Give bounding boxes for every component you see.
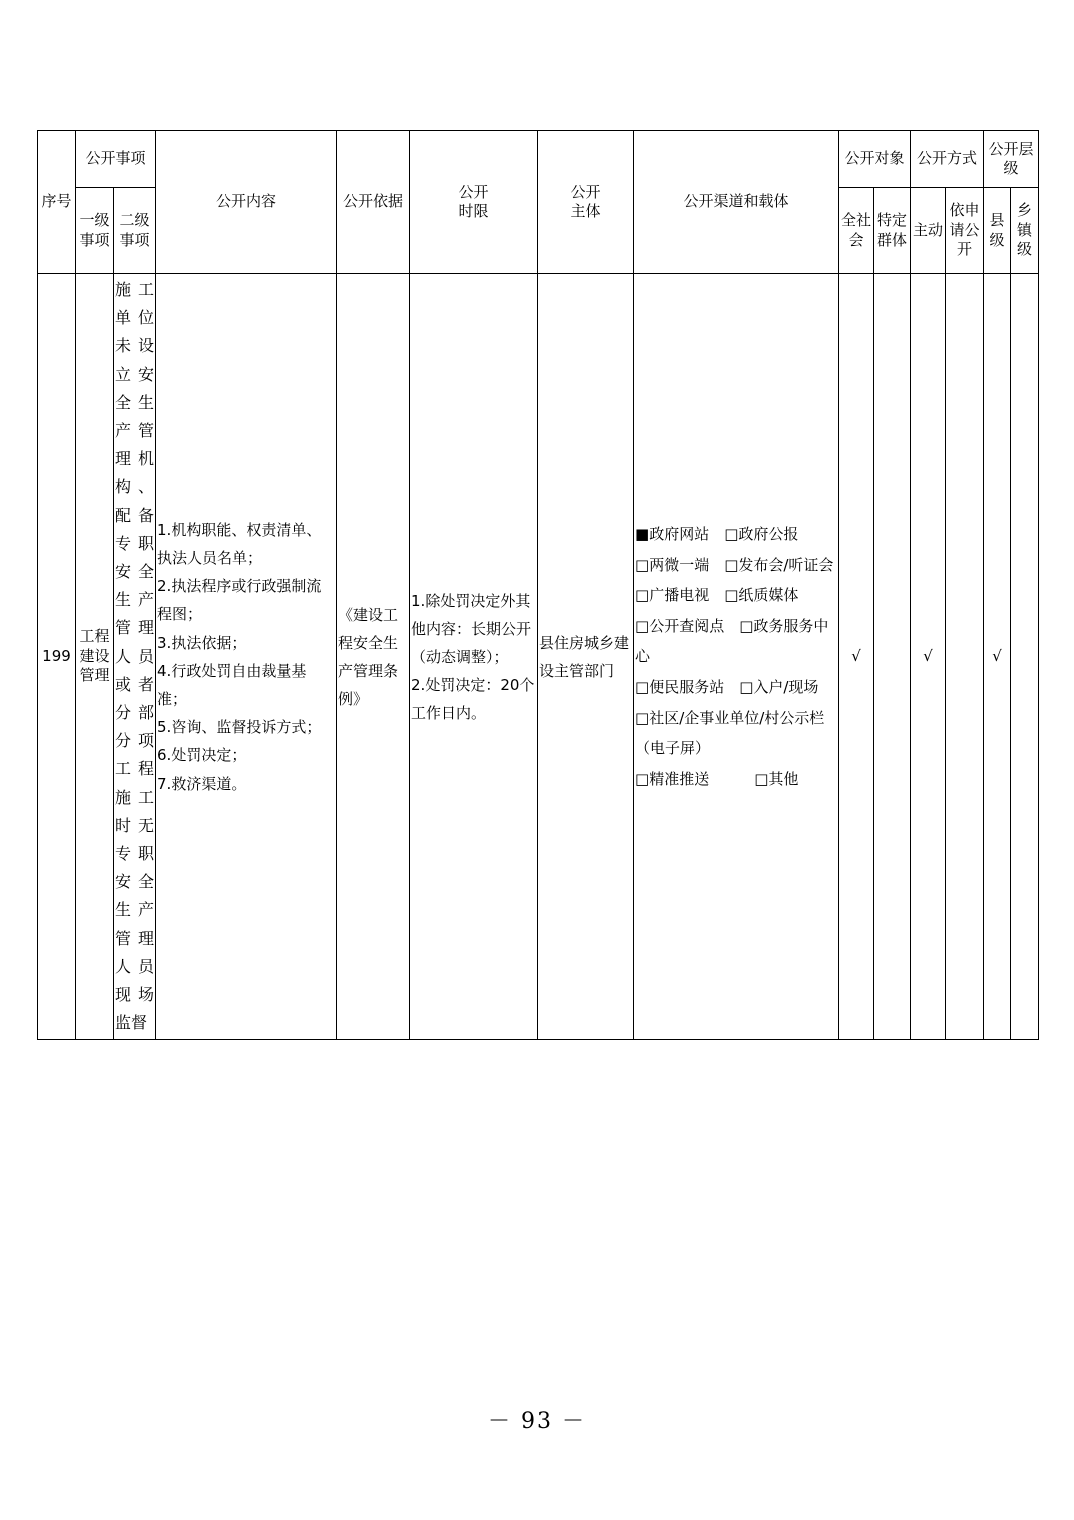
check-layer-county: √: [984, 274, 1011, 1040]
header-target-all: 全社会: [839, 188, 874, 274]
header-target-group: 特定群体: [874, 188, 911, 274]
header-subject-line1: 公开: [570, 182, 601, 201]
content-item: 2.执法程序或行政强制流程图；: [157, 577, 322, 624]
header-level1: 一级事项: [76, 188, 114, 274]
channel-line: □两微一端 □发布会/听证会: [635, 555, 834, 574]
content-item: 6.处罚决定；: [157, 746, 247, 765]
header-layer: 公开层级: [984, 131, 1039, 188]
row-basis: 《建设工程安全生产管理条例》: [337, 274, 410, 1040]
check-method-active: √: [911, 274, 946, 1040]
header-row-1: [38, 131, 1039, 188]
row-subject: 县住房城乡建设主管部门: [538, 274, 634, 1040]
header-method-active: 主动: [911, 188, 946, 274]
timelimit-item: 2.处罚决定：20个工作日内。: [411, 675, 535, 722]
page-number: － 93 －: [488, 1409, 586, 1434]
content-item: 5.咨询、监督投诉方式；: [157, 718, 322, 737]
header-subject: [538, 131, 634, 274]
header-basis: 公开依据: [337, 131, 410, 274]
channel-line: ■政府网站 □政府公报: [635, 525, 799, 544]
row-level2: 施工单位未设立安全生产管理机构、配备专职安全生产管理人员或者分部分项工程施工时无专职安全生产管理人员现场监督: [114, 274, 156, 1040]
check-target-group: [874, 274, 911, 1040]
header-matter: 公开事项: [76, 131, 156, 188]
row-content: [156, 274, 337, 1040]
content-item: 1.机构职能、权责清单、执法人员名单；: [157, 520, 322, 567]
disclosure-table: [37, 130, 1039, 1040]
channel-line: □公开查阅点 □政务服务中心: [635, 616, 829, 666]
content-item: 3.执法依据；: [157, 633, 247, 652]
channel-line: □社区/企事业单位/村公示栏（电子屏）: [635, 708, 825, 758]
header-layer-town: 乡镇级: [1011, 188, 1039, 274]
channel-line: □广播电视 □纸质媒体: [635, 586, 799, 605]
check-method-request: [946, 274, 984, 1040]
header-seq: 序号: [38, 131, 76, 274]
header-timelimit: [410, 131, 538, 274]
channel-line: □便民服务站 □入户/现场: [635, 678, 819, 697]
header-layer-county: 县级: [984, 188, 1011, 274]
header-channels: 公开渠道和载体: [634, 131, 839, 274]
header-target: 公开对象: [839, 131, 911, 188]
timelimit-item: 1.除处罚决定外其他内容：长期公开（动态调整）；: [411, 591, 532, 666]
header-timelimit-line1: 公开: [458, 182, 489, 201]
content-item: 4.行政处罚自由裁量基准；: [157, 661, 307, 708]
header-subject-line2: 主体: [570, 202, 601, 220]
header-content: 公开内容: [156, 131, 337, 274]
row-level1: 工程建设管理: [76, 274, 114, 1040]
channel-line: □精准推送 □其他: [635, 769, 799, 788]
row-channels: [634, 274, 839, 1040]
header-method-request: 依申请公开: [946, 188, 984, 274]
header-timelimit-line2: 时限: [458, 202, 489, 220]
check-layer-town: [1011, 274, 1039, 1040]
header-level2: 二级事项: [114, 188, 156, 274]
row-seq: 199: [38, 274, 76, 1040]
header-method: 公开方式: [911, 131, 984, 188]
row-timelimit: [410, 274, 538, 1040]
check-target-all: √: [839, 274, 874, 1040]
table-row: [38, 274, 1039, 1040]
content-item: 7.救济渠道。: [157, 774, 247, 793]
